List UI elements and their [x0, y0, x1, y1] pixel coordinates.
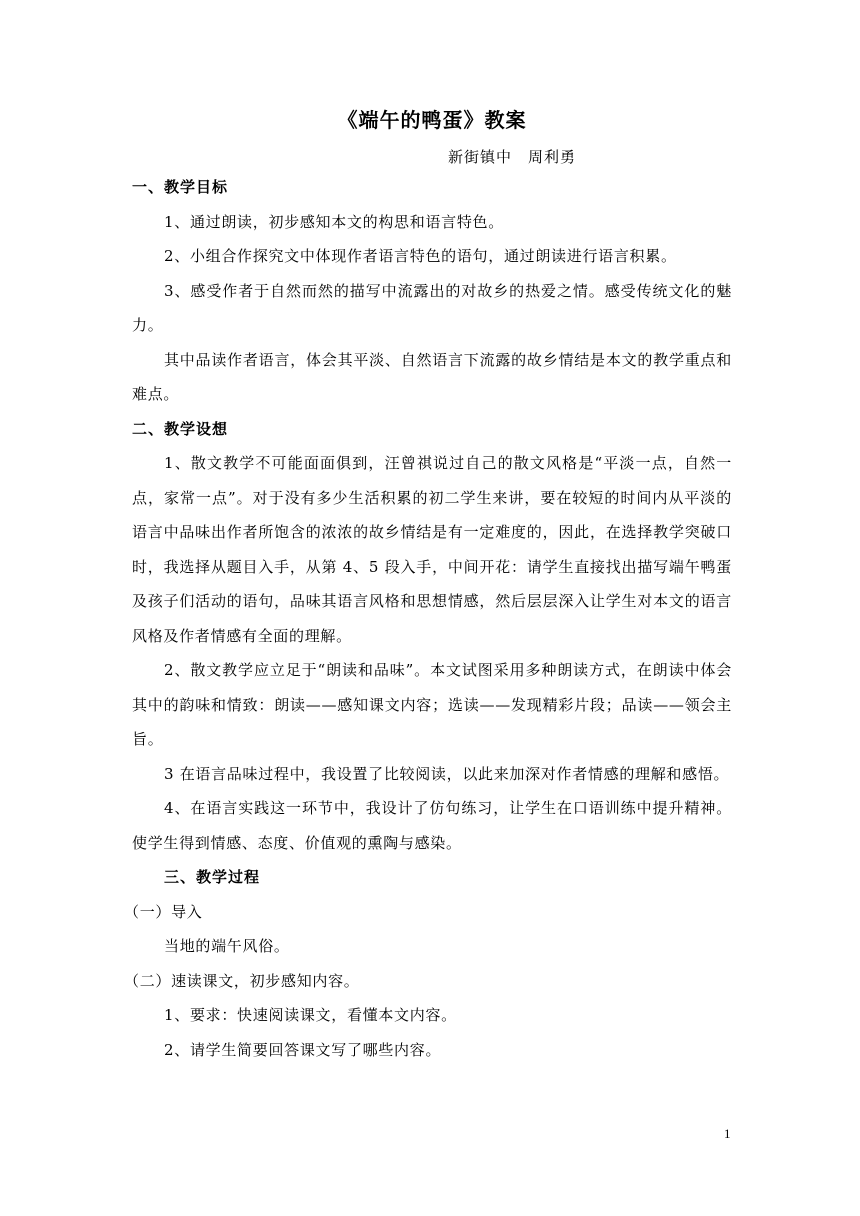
design-item: 1、散文教学不可能面面俱到，汪曾祺说过自己的散文风格是“平淡一点，自然一点，家常一点”。对于没有多少生活积累的初二学生来讲，要在较短的时间内从平淡的语言中品味出作者所饱含的浓浓的故乡情结是有一定难度的，因此，在选择教学突破口时，我选择从题目入手，从第 4、5 段入手，中间开花：请学生直接找出描写端午鸭蛋及孩子们活动的语句，品味其语言风格和思想情感，然后层层深入让学生对本文的语言风格及作者情感有全面的理解。 [132, 454, 732, 645]
design-item: 4、在语言实践这一环节中，我设计了仿句练习，让学生在口语训练中提升精神。使学生得到情感、态度、价值观的熏陶与感染。 [132, 799, 732, 852]
subsection-heading-intro: （一）导入 [124, 902, 203, 921]
reading-step: 2、请学生简要回答课文写了哪些内容。 [164, 1040, 442, 1059]
objective-item: 3、感受作者于自然而然的描写中流露出的对故乡的热爱之情。感受传统文化的魅力。 [132, 281, 732, 334]
teaching-focus: 其中品读作者语言，体会其平淡、自然语言下流露的故乡情结是本文的教学重点和难点。 [132, 350, 732, 403]
intro-text: 当地的端午风俗。 [164, 937, 290, 955]
page-number: 1 [724, 1126, 731, 1141]
author-line: 新街镇中 周利勇 [448, 148, 577, 166]
objective-item: 2、小组合作探究文中体现作者语言特色的语句，通过朗读进行语言积累。 [164, 247, 677, 265]
reading-step: 1、要求：快速阅读课文，看懂本文内容。 [164, 1006, 457, 1024]
document-body [124, 104, 732, 1067]
document-title: 《端午的鸭蛋》教案 [337, 108, 527, 132]
design-item: 2、散文教学应立足于“朗读和品味”。本文试图采用多种朗读方式，在朗读中体会其中的韵味和情致：朗读——感知课文内容；选读——发现精彩片段；品读——领会主旨。 [132, 661, 732, 748]
subsection-heading-reading: （二）速读课文，初步感知内容。 [124, 971, 360, 990]
section-heading-design: 二、教学设想 [132, 419, 229, 438]
section-heading-process: 三、教学过程 [164, 868, 261, 886]
objective-item: 1、通过朗读，初步感知本文的构思和语言特色。 [164, 212, 504, 231]
design-item: 3 在语言品味过程中，我设置了比较阅读，以此来加深对作者情感的理解和感悟。 [164, 764, 730, 783]
section-heading-objectives: 一、教学目标 [132, 178, 229, 196]
